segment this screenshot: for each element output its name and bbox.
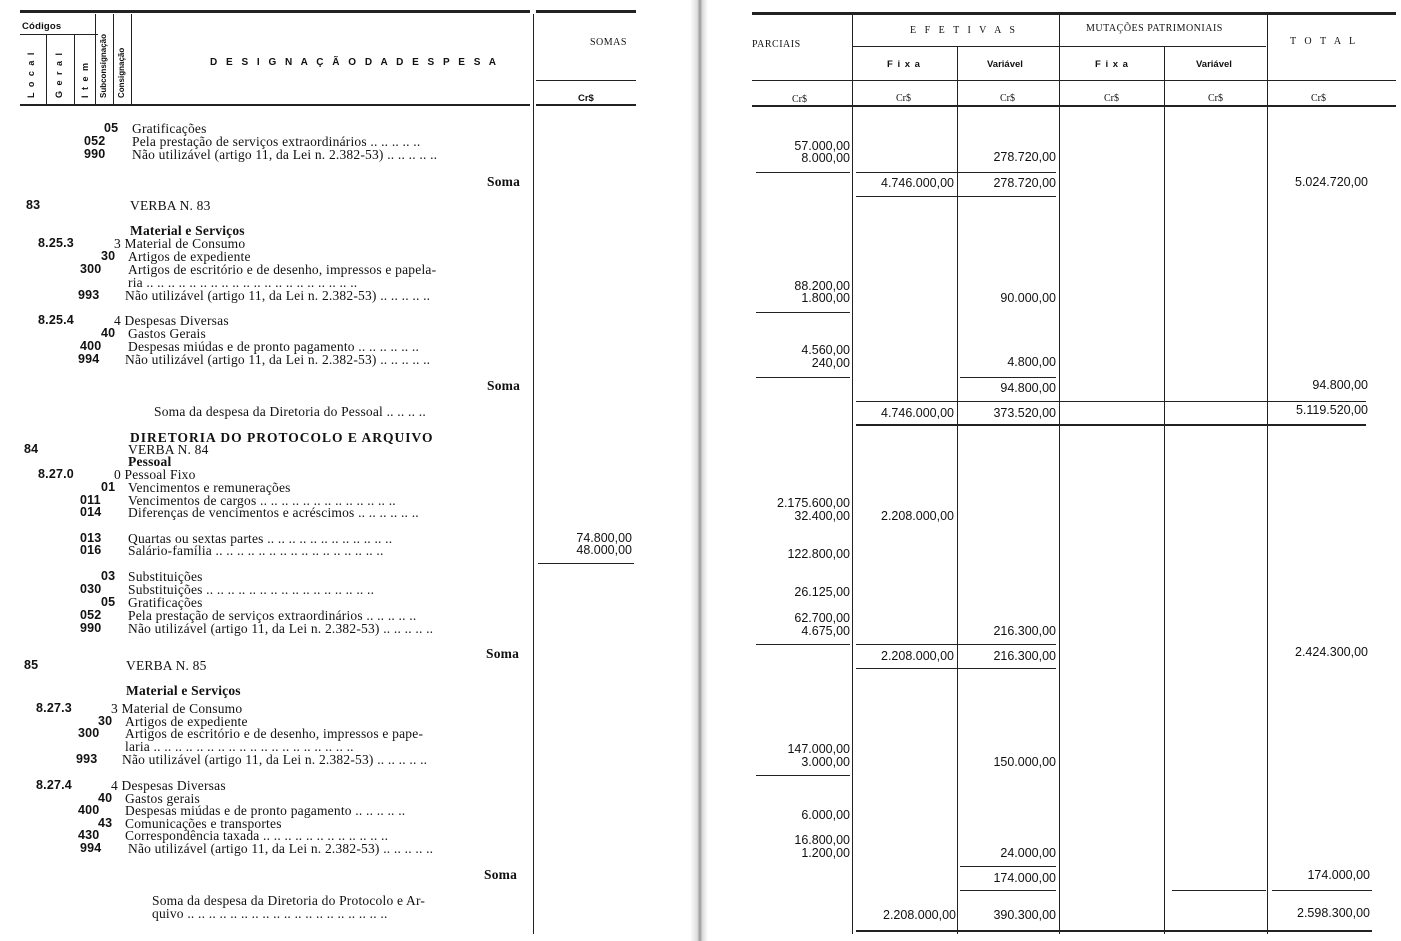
verba-code: 85	[24, 658, 39, 672]
parcial-value: 8.000,00	[801, 151, 850, 165]
line-text: Substituições .. .. .. .. .. .. .. .. .. .. .. .. .. .. .. ..	[128, 582, 375, 597]
parcial-value: 26.125,00	[794, 585, 850, 599]
verba-title: VERBA N. 84	[128, 442, 209, 457]
parcial-value: 62.700,00	[794, 611, 850, 625]
line-text: Gastos gerais	[125, 791, 200, 806]
efetivas-header: E F E T I V A S	[910, 25, 1018, 36]
col-sep	[1164, 46, 1165, 934]
line-code: 990	[80, 621, 102, 635]
line-text: Vencimentos e remunerações	[128, 480, 291, 495]
line-text: Substituições	[128, 569, 203, 584]
line-code: 40	[98, 791, 113, 805]
book-gutter	[690, 0, 708, 941]
line-text: laria .. .. .. .. .. .. .. .. .. .. .. .. .. .. .. .. .. .. ..	[125, 739, 354, 754]
codigos-label: Códigos	[22, 21, 62, 32]
parcial-value: 1.200,00	[801, 846, 850, 860]
somas-col-sep	[533, 14, 534, 934]
total-value: 2.598.300,00	[1297, 906, 1370, 920]
soma-label: Soma	[484, 867, 518, 882]
soma-rule	[538, 563, 634, 564]
line-code: 011	[80, 493, 101, 507]
line-code: 30	[101, 249, 116, 263]
fixa-value: 2.208.000,00	[883, 908, 956, 922]
fixa-mutacoes-header: F i x a	[1095, 59, 1129, 70]
col-sep	[46, 34, 47, 104]
line-code: 993	[78, 288, 100, 302]
line-code: 8.27.0	[38, 467, 74, 481]
col-local-label: L o c a l	[26, 51, 36, 98]
mutacoes-header: MUTAÇÕES PATRIMONIAIS	[1086, 23, 1223, 34]
sum-rule	[1172, 890, 1266, 891]
variavel-value: 216.300,00	[993, 624, 1056, 638]
variavel-value: 278.720,00	[993, 150, 1056, 164]
sum-rule	[856, 401, 1366, 402]
parcial-value: 4.560,00	[801, 343, 850, 357]
parcial-value: 2.175.600,00	[777, 496, 850, 510]
line-text: Artigos de escritório e de desenho, impressos e pape-	[125, 726, 424, 741]
sum-rule	[1272, 890, 1372, 891]
unit-label: Cr$	[1208, 93, 1223, 104]
header-rule-top-right	[752, 12, 1396, 15]
parcial-value: 4.675,00	[801, 624, 850, 638]
soma-value: 74.800,00	[576, 531, 632, 545]
line-code: 8.25.3	[38, 236, 74, 250]
line-text: 4 Despesas Diversas	[114, 313, 229, 328]
soma-diretoria-label: Soma da despesa da Diretoria do Pessoal .. .. .. ..	[154, 404, 426, 419]
fixa-value: 4.746.000,00	[881, 176, 954, 190]
col-sep	[1267, 14, 1268, 934]
section-title: Pessoal	[128, 454, 172, 469]
parcial-value: 32.400,00	[794, 509, 850, 523]
sum-rule	[856, 930, 1372, 932]
verba-title: VERBA N. 85	[126, 658, 207, 673]
parcial-value: 147.000,00	[787, 742, 850, 756]
sum-rule	[856, 424, 1366, 426]
sum-rule	[960, 890, 1056, 891]
line-text: Artigos de expediente	[128, 249, 251, 264]
line-code: 8.25.4	[38, 313, 74, 327]
section-title: Material e Serviços	[126, 683, 241, 698]
parcial-value: 16.800,00	[794, 833, 850, 847]
line-text: Não utilizável (artigo 11, da Lei n. 2.382-53) .. .. .. .. ..	[128, 841, 434, 856]
verba-code: 83	[26, 198, 41, 212]
variavel-value: 24.000,00	[1000, 846, 1056, 860]
unit-label: Cr$	[1104, 93, 1119, 104]
col-item-label: I t e m	[80, 61, 90, 98]
fixa-value: 2.208.000,00	[881, 509, 954, 523]
line-text: Artigos de expediente	[125, 714, 248, 729]
col-consignacao-label: Consignação	[117, 47, 126, 98]
fixa-value: 4.746.000,00	[881, 406, 954, 420]
soma-diretoria-label: Soma da despesa da Diretoria do Protocolo e Ar-	[152, 893, 426, 908]
line-text: Gastos Gerais	[128, 326, 206, 341]
total-value: 2.424.300,00	[1295, 645, 1368, 659]
col-sep	[957, 46, 958, 934]
line-code: 05	[101, 595, 116, 609]
line-code: 05	[104, 121, 119, 135]
somas-header: SOMAS	[590, 37, 627, 48]
line-code: 052	[84, 134, 106, 148]
variavel-value: 4.800,00	[1007, 355, 1056, 369]
sum-rule	[960, 866, 1056, 867]
total-value: 174.000,00	[1307, 868, 1370, 882]
variavel-value: 373.520,00	[993, 406, 1056, 420]
variavel-value: 90.000,00	[1000, 291, 1056, 305]
diretoria-title: DIRETORIA DO PROTOCOLO E ARQUIVO	[130, 430, 434, 445]
sum-rule	[856, 196, 1056, 197]
line-code: 300	[80, 262, 102, 276]
line-text: Vencimentos de cargos .. .. .. .. .. .. .. .. .. .. .. .. ..	[128, 493, 396, 508]
soma-label: Soma	[487, 378, 521, 393]
col-sep	[113, 14, 114, 104]
line-text: Despesas miúdas e de pronto pagamento .. .. .. .. ..	[125, 803, 406, 818]
variavel-header: Variável	[987, 59, 1023, 70]
line-text: Correspondência taxada .. .. .. .. .. .. .. .. .. .. .. ..	[125, 828, 389, 843]
unit-label: Cr$	[896, 93, 911, 104]
parciais-header: PARCIAIS	[752, 39, 801, 50]
sum-rule	[756, 377, 850, 378]
line-code: 016	[80, 543, 102, 557]
variavel-value: 216.300,00	[993, 649, 1056, 663]
total-value: 94.800,00	[1312, 378, 1368, 392]
line-code: 990	[84, 147, 106, 161]
line-code: 052	[80, 608, 102, 622]
line-text: Salário-família .. .. .. .. .. .. .. .. .. .. .. .. .. .. .. ..	[128, 543, 384, 558]
sum-rule	[856, 644, 1056, 645]
parcial-value: 57.000,00	[794, 139, 850, 153]
variavel-value: 150.000,00	[993, 755, 1056, 769]
total-value: 5.119.520,00	[1295, 403, 1368, 417]
line-code: 994	[80, 841, 102, 855]
line-text: Quartas ou sextas partes .. .. .. .. .. .. .. .. .. .. .. ..	[128, 531, 393, 546]
line-text: Não utilizável (artigo 11, da Lei n. 2.382-53) .. .. .. .. ..	[125, 288, 431, 303]
line-text: Pela prestação de serviços extraordinários .. .. .. .. ..	[128, 608, 417, 623]
header-mid-rule-right	[752, 80, 1396, 81]
line-code: 40	[101, 326, 116, 340]
somas-mid-rule	[536, 80, 636, 81]
line-text: Comunicações e transportes	[125, 816, 282, 831]
soma-diretoria-label: quivo .. .. .. .. .. .. .. .. .. .. .. .. .. .. .. .. .. .. ..	[152, 906, 388, 921]
col-sep	[95, 14, 96, 104]
verba-code: 84	[24, 442, 39, 456]
sum-rule	[756, 312, 850, 313]
parcial-value: 88.200,00	[794, 279, 850, 293]
col-subconsignacao-label: Subconsignação	[99, 33, 108, 98]
variavel-value: 174.000,00	[993, 871, 1056, 885]
line-text: 3 Material de Consumo	[111, 701, 243, 716]
unit-label: Cr$	[1311, 93, 1326, 104]
variavel-mutacoes-header: Variável	[1196, 59, 1232, 70]
header-rule-bottom-left	[20, 104, 530, 106]
col-geral-label: G e r a l	[54, 51, 64, 98]
line-code: 030	[80, 582, 102, 596]
header-rule-top-left	[20, 10, 530, 13]
line-code: 994	[78, 352, 100, 366]
variavel-value: 94.800,00	[1000, 381, 1056, 395]
line-code: 8.27.3	[36, 701, 72, 715]
line-code: 400	[78, 803, 100, 817]
unit-label: Cr$	[1000, 93, 1015, 104]
line-text: Não utilizável (artigo 11, da Lei n. 2.382-53) .. .. .. .. ..	[122, 752, 428, 767]
designacao-header: D E S I G N A Ç Ã O D A D E S P E S A	[210, 57, 499, 68]
fixa-value: 2.208.000,00	[881, 649, 954, 663]
line-text: Despesas miúdas e de pronto pagamento .. .. .. .. .. ..	[128, 339, 420, 354]
section-title: Material e Serviços	[130, 223, 245, 238]
line-code: 01	[101, 480, 116, 494]
line-code: 30	[98, 714, 113, 728]
sum-rule	[960, 377, 1056, 378]
total-header: T O T A L	[1290, 36, 1359, 47]
codigos-rule	[20, 34, 98, 35]
parcial-value: 240,00	[811, 356, 850, 370]
line-text: ria .. .. .. .. .. .. .. .. .. .. .. .. .. .. .. .. .. .. .. ..	[128, 275, 358, 290]
header-rule-top-somas	[536, 10, 636, 13]
header-rule-bottom-somas	[536, 104, 636, 106]
header-rule-bottom-right	[752, 105, 1396, 107]
parcial-value: 3.000,00	[801, 755, 850, 769]
line-code: 014	[80, 505, 102, 519]
line-text: Não utilizável (artigo 11, da Lei n. 2.382-53) .. .. .. .. ..	[125, 352, 431, 367]
line-code: 993	[76, 752, 98, 766]
parcial-value: 1.800,00	[801, 291, 850, 305]
sum-rule	[756, 172, 850, 173]
soma-label: Soma	[487, 174, 521, 189]
col-sep	[131, 14, 132, 104]
sum-rule	[756, 775, 850, 776]
unit-label: Cr$	[792, 94, 807, 105]
fixa-header: F i x a	[887, 59, 921, 70]
parcial-value: 122.800,00	[787, 547, 850, 561]
col-sep	[1059, 14, 1060, 934]
line-text: 0 Pessoal Fixo	[114, 467, 196, 482]
col-sep	[852, 14, 853, 934]
total-value: 5.024.720,00	[1295, 175, 1368, 189]
verba-title: VERBA N. 83	[130, 198, 211, 213]
line-code: 400	[80, 339, 102, 353]
sum-rule	[856, 668, 1056, 669]
line-text: Diferenças de vencimentos e acréscimos .. .. .. .. .. ..	[128, 505, 419, 520]
sum-rule	[856, 172, 1056, 173]
col-sep	[74, 34, 75, 104]
line-code: 8.27.4	[36, 778, 72, 792]
line-code: 300	[78, 726, 100, 740]
parcial-value: 6.000,00	[801, 808, 850, 822]
line-code: 43	[98, 816, 113, 830]
line-code: 03	[101, 569, 116, 583]
line-text: Gratificações	[132, 121, 207, 136]
line-text: Gratificações	[128, 595, 203, 610]
somas-unit: Cr$	[578, 93, 594, 104]
line-text: 3 Material de Consumo	[114, 236, 246, 251]
line-text: 4 Despesas Diversas	[111, 778, 226, 793]
line-text: Não utilizável (artigo 11, da Lei n. 2.382-53) .. .. .. .. ..	[132, 147, 438, 162]
soma-label: Soma	[486, 646, 520, 661]
line-code: 013	[80, 531, 102, 545]
variavel-value: 278.720,00	[993, 176, 1056, 190]
line-text: Artigos de escritório e de desenho, impressos e papela-	[128, 262, 437, 277]
variavel-value: 390.300,00	[993, 908, 1056, 922]
sum-rule	[756, 644, 850, 645]
line-text: Não utilizável (artigo 11, da Lei n. 2.382-53) .. .. .. .. ..	[128, 621, 434, 636]
soma-value: 48.000,00	[576, 543, 632, 557]
line-text: Pela prestação de serviços extraordinários .. .. .. .. ..	[132, 134, 421, 149]
line-code: 430	[78, 828, 100, 842]
